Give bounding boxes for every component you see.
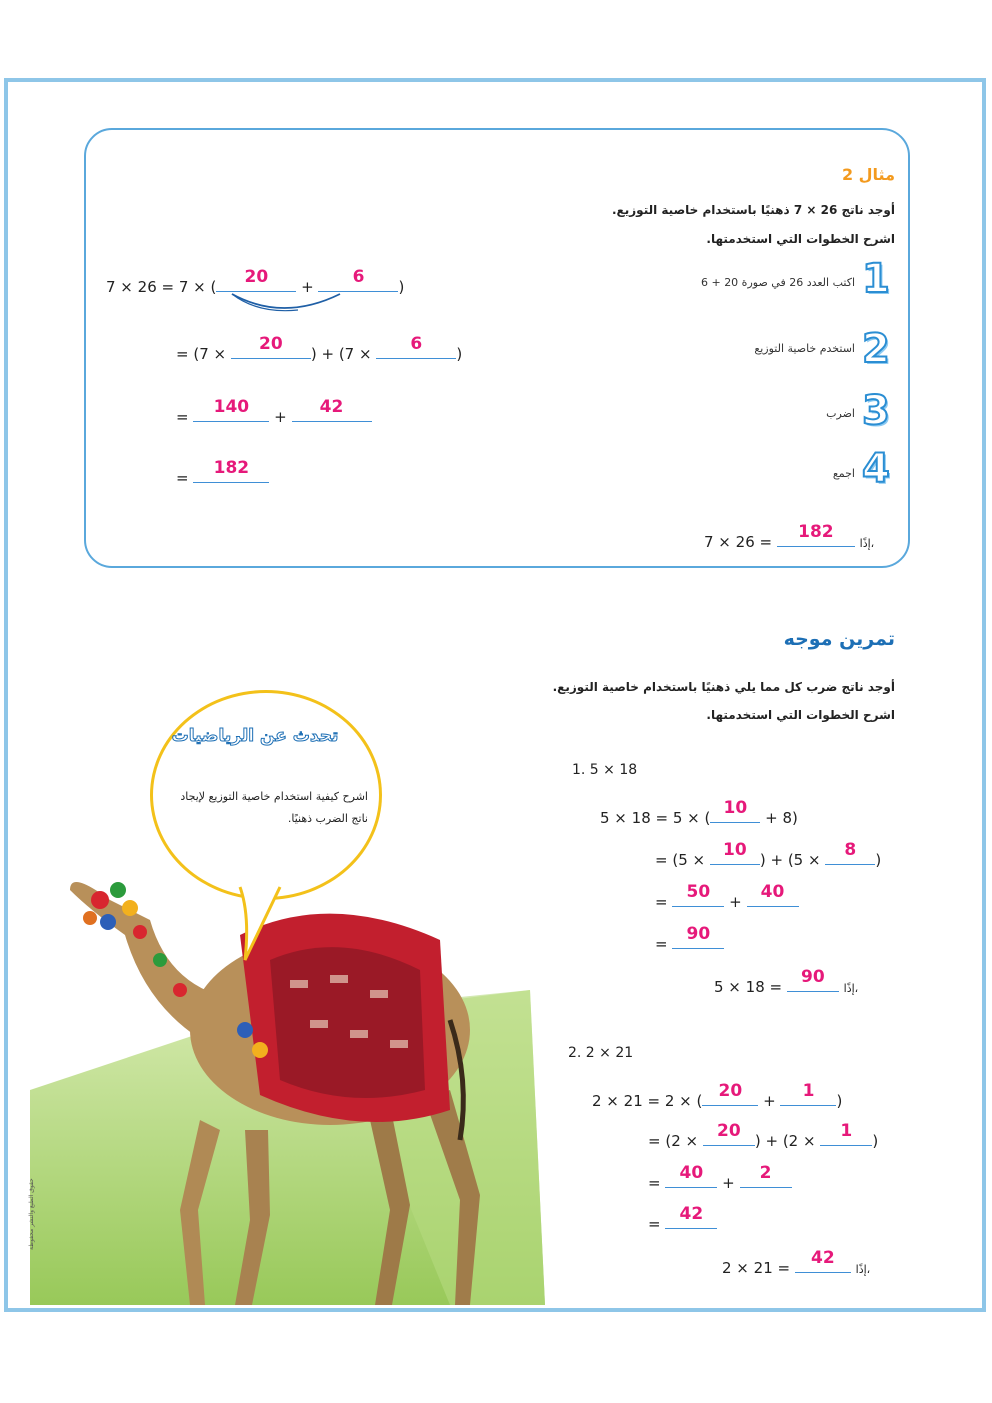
step-text-4: اجمع — [832, 467, 855, 480]
talk-bubble-tail — [230, 885, 310, 965]
example-equation-4: = 182 — [176, 466, 269, 487]
step-number-4: 4 — [862, 446, 890, 492]
talk-bubble-text: اشرح كيفية استخدام خاصية التوزيع لإيجاد ناتج الضرب ذهنيًا. — [180, 790, 368, 825]
example-instruction-2: اشرح الخطوات التي استخدمتها. — [706, 232, 895, 246]
practice-title: تمرين موجه — [783, 628, 895, 650]
problem-1-equation-2: = (5 × 10 ) + (5 × 8 ) — [655, 840, 882, 869]
example-instruction-1: أوجد ناتج 26 × 7 ذهنيًا باستخدام خاصية التوزيع. — [612, 203, 895, 217]
example-title: مثال 2 — [841, 165, 895, 184]
problem-2-label: 2. 2 × 21 — [568, 1045, 634, 1061]
problem-2-equation-4: = 42 — [648, 1212, 717, 1233]
step-text-1: اكتب العدد 26 في صورة 20 + 6 — [700, 276, 855, 289]
step-number-3: 3 — [862, 388, 890, 434]
problem-1-equation-1: 5 × 18 = 5 × ( 10 + 8) — [600, 798, 798, 827]
distribution-arrow — [228, 288, 348, 318]
step-number-1: 1 — [862, 256, 890, 302]
step-text-2: استخدم خاصية التوزيع — [754, 342, 855, 355]
step-number-2: 2 — [862, 326, 890, 372]
problem-2-equation-2: = (2 × 20 ) + (2 × 1 ) — [648, 1121, 879, 1150]
example-equation-3: = 140 + 42 — [176, 405, 372, 426]
problem-2-equation-3: = 40 + 2 — [648, 1171, 792, 1192]
problem-1-equation-3: = 50 + 40 — [655, 890, 799, 911]
example-conclusion: 7 × 26 = 182 إذًا، — [704, 522, 875, 551]
problem-1-conclusion: 5 × 18 = 90 إذًا، — [714, 967, 859, 996]
side-credit: حقوق الطبع والنشر محفوظة — [28, 1178, 35, 1250]
talk-bubble-title: تحدث عن الرياضيات — [171, 726, 339, 746]
practice-instruction-2: اشرح الخطوات التي استخدمتها. — [706, 708, 895, 722]
problem-2-equation-1: 2 × 21 = 2 × ( 20 + 1 ) — [592, 1081, 843, 1110]
example-equation-1: 7 × 26 = 7 × ( 20 + 6 ) — [106, 267, 405, 296]
example-equation-2: = (7 × 20 ) + (7 × 6 ) — [176, 334, 463, 363]
practice-instruction-1: أوجد ناتج ضرب كل مما يلي ذهنيًا باستخدام خاصية التوزيع. — [552, 680, 895, 694]
problem-1-label: 1. 5 × 18 — [572, 762, 638, 778]
step-text-3: اضرب — [826, 407, 855, 420]
problem-1-equation-4: = 90 — [655, 932, 724, 953]
problem-2-conclusion: 2 × 21 = 42 إذًا، — [722, 1248, 871, 1277]
